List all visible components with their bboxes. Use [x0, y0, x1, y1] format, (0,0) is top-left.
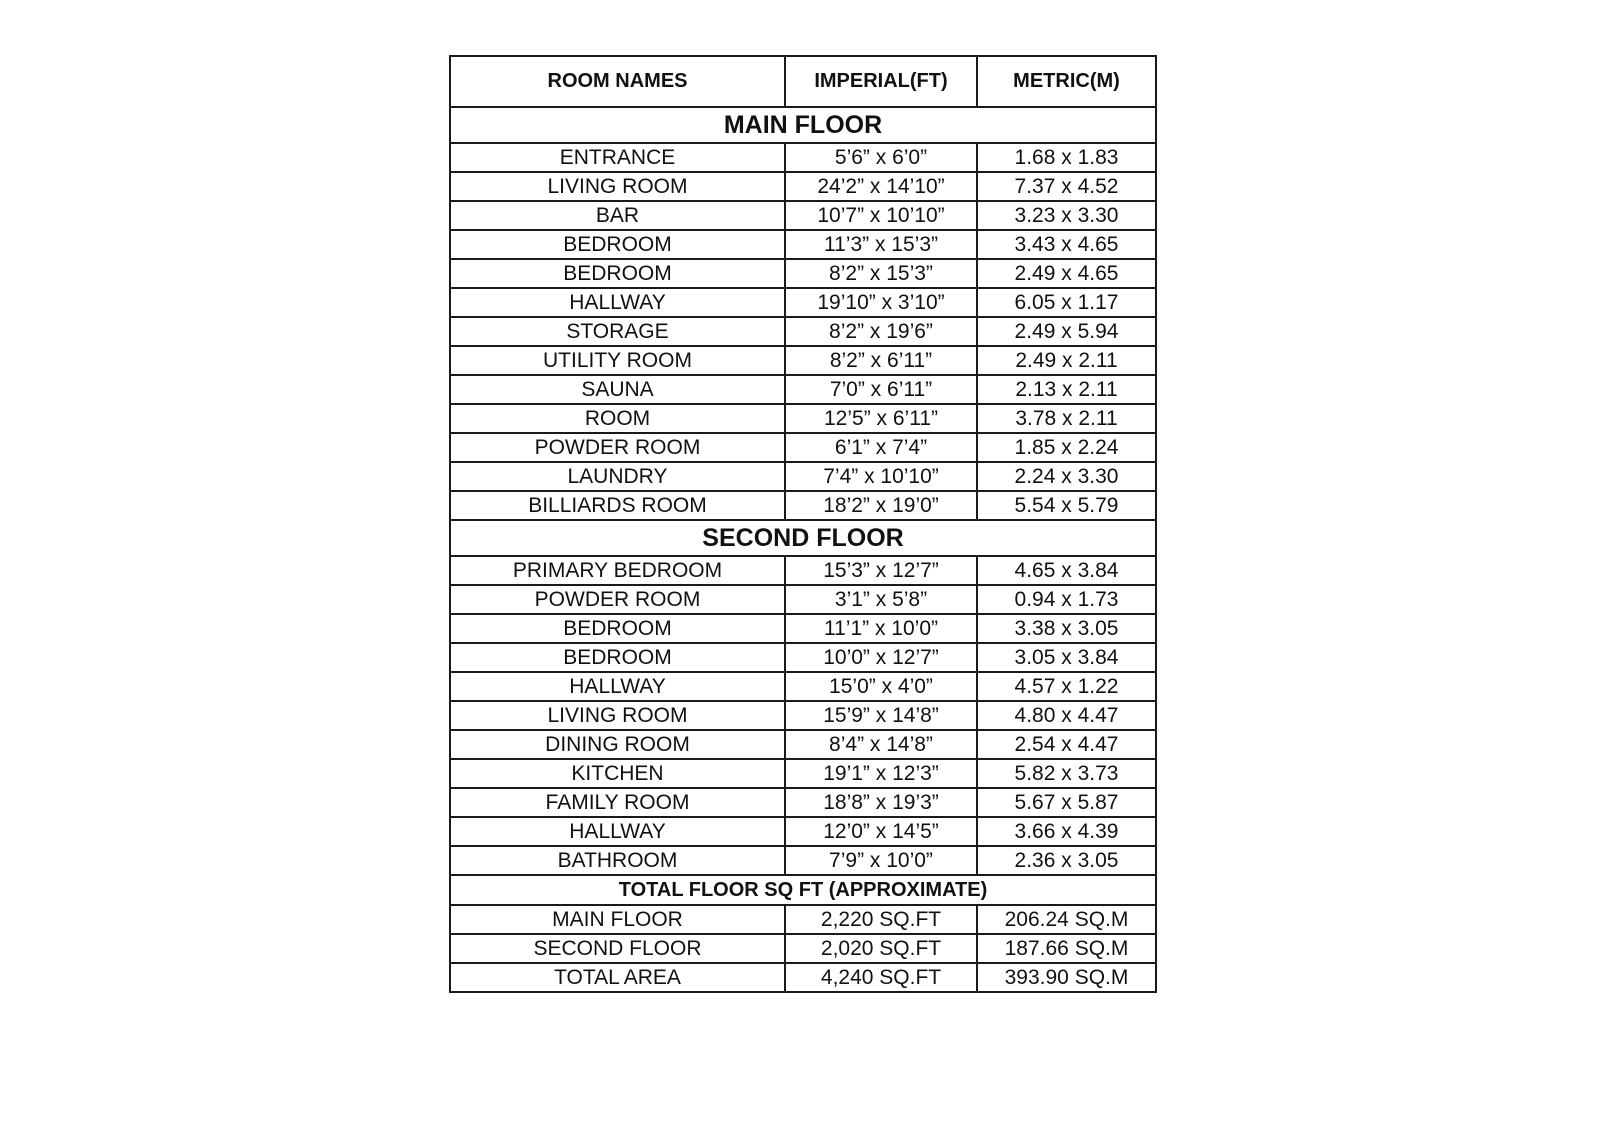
second-floor-room-row [450, 846, 1156, 875]
imperial-size-cell: 19’1” x 12’3” [785, 759, 977, 788]
totals-row [450, 905, 1156, 934]
room-name-cell: SECOND FLOOR [450, 934, 785, 963]
table-body [450, 107, 1156, 992]
room-name-cell: MAIN FLOOR [450, 905, 785, 934]
imperial-size-cell: 7’4” x 10’10” [785, 462, 977, 491]
imperial-size-cell: 18’8” x 19’3” [785, 788, 977, 817]
room-name-cell: LAUNDRY [450, 462, 785, 491]
second-floor-room-row [450, 672, 1156, 701]
second-floor-heading-row [450, 520, 1156, 556]
metric-size-cell: 1.85 x 2.24 [977, 433, 1156, 462]
imperial-size-cell: 5’6” x 6’0” [785, 143, 977, 172]
metric-size-cell: 6.05 x 1.17 [977, 288, 1156, 317]
metric-size-cell: 206.24 SQ.M [977, 905, 1156, 934]
second-floor-room-row [450, 556, 1156, 585]
imperial-size-cell: 4,240 SQ.FT [785, 963, 977, 992]
room-name-cell: HALLWAY [450, 672, 785, 701]
metric-size-cell: 393.90 SQ.M [977, 963, 1156, 992]
main-floor-room-row [450, 346, 1156, 375]
header-metric: METRIC(M) [977, 56, 1156, 107]
metric-size-cell: 2.13 x 2.11 [977, 375, 1156, 404]
metric-size-cell: 2.49 x 5.94 [977, 317, 1156, 346]
second-floor-room-row [450, 643, 1156, 672]
imperial-size-cell: 8’4” x 14’8” [785, 730, 977, 759]
room-name-cell: KITCHEN [450, 759, 785, 788]
room-name-cell: HALLWAY [450, 288, 785, 317]
imperial-size-cell: 19’10” x 3’10” [785, 288, 977, 317]
imperial-size-cell: 24’2” x 14’10” [785, 172, 977, 201]
metric-size-cell: 3.43 x 4.65 [977, 230, 1156, 259]
totals-row [450, 934, 1156, 963]
second-floor-room-row [450, 817, 1156, 846]
header-room-names: ROOM NAMES [450, 56, 785, 107]
metric-size-cell: 4.57 x 1.22 [977, 672, 1156, 701]
room-name-cell: BATHROOM [450, 846, 785, 875]
room-name-cell: FAMILY ROOM [450, 788, 785, 817]
second-floor-room-row [450, 585, 1156, 614]
second-floor-heading: SECOND FLOOR [450, 520, 1156, 556]
metric-size-cell: 3.66 x 4.39 [977, 817, 1156, 846]
imperial-size-cell: 8’2” x 15’3” [785, 259, 977, 288]
metric-size-cell: 5.54 x 5.79 [977, 491, 1156, 520]
room-dimensions-table [449, 55, 1157, 993]
metric-size-cell: 4.65 x 3.84 [977, 556, 1156, 585]
main-floor-room-row [450, 201, 1156, 230]
second-floor-room-row [450, 730, 1156, 759]
imperial-size-cell: 12’0” x 14’5” [785, 817, 977, 846]
imperial-size-cell: 6’1” x 7’4” [785, 433, 977, 462]
room-name-cell: DINING ROOM [450, 730, 785, 759]
totals-row [450, 963, 1156, 992]
imperial-size-cell: 10’0” x 12’7” [785, 643, 977, 672]
main-floor-room-row [450, 375, 1156, 404]
imperial-size-cell: 7’9” x 10’0” [785, 846, 977, 875]
room-name-cell: BEDROOM [450, 259, 785, 288]
totals-heading-row [450, 875, 1156, 905]
room-name-cell: BEDROOM [450, 614, 785, 643]
main-floor-room-row [450, 230, 1156, 259]
main-floor-room-row [450, 317, 1156, 346]
second-floor-room-row [450, 614, 1156, 643]
imperial-size-cell: 2,020 SQ.FT [785, 934, 977, 963]
imperial-size-cell: 7’0” x 6’11” [785, 375, 977, 404]
main-floor-room-row [450, 172, 1156, 201]
totals-heading: TOTAL FLOOR SQ FT (APPROXIMATE) [450, 875, 1156, 905]
main-floor-room-row [450, 143, 1156, 172]
imperial-size-cell: 10’7” x 10’10” [785, 201, 977, 230]
room-name-cell: ENTRANCE [450, 143, 785, 172]
imperial-size-cell: 8’2” x 19’6” [785, 317, 977, 346]
second-floor-room-row [450, 759, 1156, 788]
imperial-size-cell: 11’3” x 15’3” [785, 230, 977, 259]
room-name-cell: LIVING ROOM [450, 701, 785, 730]
room-name-cell: PRIMARY BEDROOM [450, 556, 785, 585]
main-floor-room-row [450, 288, 1156, 317]
room-name-cell: HALLWAY [450, 817, 785, 846]
room-name-cell: UTILITY ROOM [450, 346, 785, 375]
metric-size-cell: 2.49 x 4.65 [977, 259, 1156, 288]
metric-size-cell: 4.80 x 4.47 [977, 701, 1156, 730]
room-name-cell: POWDER ROOM [450, 585, 785, 614]
room-name-cell: LIVING ROOM [450, 172, 785, 201]
metric-size-cell: 187.66 SQ.M [977, 934, 1156, 963]
metric-size-cell: 3.38 x 3.05 [977, 614, 1156, 643]
main-floor-room-row [450, 462, 1156, 491]
room-name-cell: BEDROOM [450, 643, 785, 672]
main-floor-room-row [450, 259, 1156, 288]
room-name-cell: POWDER ROOM [450, 433, 785, 462]
metric-size-cell: 7.37 x 4.52 [977, 172, 1156, 201]
room-name-cell: TOTAL AREA [450, 963, 785, 992]
room-name-cell: SAUNA [450, 375, 785, 404]
imperial-size-cell: 15’3” x 12’7” [785, 556, 977, 585]
second-floor-room-row [450, 788, 1156, 817]
room-name-cell: BEDROOM [450, 230, 785, 259]
imperial-size-cell: 8’2” x 6’11” [785, 346, 977, 375]
table-header-row [450, 56, 1156, 107]
main-floor-heading: MAIN FLOOR [450, 107, 1156, 143]
room-name-cell: BILLIARDS ROOM [450, 491, 785, 520]
main-floor-room-row [450, 433, 1156, 462]
imperial-size-cell: 2,220 SQ.FT [785, 905, 977, 934]
metric-size-cell: 5.82 x 3.73 [977, 759, 1156, 788]
imperial-size-cell: 18’2” x 19’0” [785, 491, 977, 520]
metric-size-cell: 3.05 x 3.84 [977, 643, 1156, 672]
imperial-size-cell: 15’0” x 4’0” [785, 672, 977, 701]
main-floor-room-row [450, 404, 1156, 433]
room-name-cell: ROOM [450, 404, 785, 433]
metric-size-cell: 5.67 x 5.87 [977, 788, 1156, 817]
header-imperial: IMPERIAL(FT) [785, 56, 977, 107]
metric-size-cell: 1.68 x 1.83 [977, 143, 1156, 172]
room-name-cell: BAR [450, 201, 785, 230]
metric-size-cell: 2.36 x 3.05 [977, 846, 1156, 875]
metric-size-cell: 2.24 x 3.30 [977, 462, 1156, 491]
second-floor-room-row [450, 701, 1156, 730]
imperial-size-cell: 12’5” x 6’11” [785, 404, 977, 433]
metric-size-cell: 0.94 x 1.73 [977, 585, 1156, 614]
metric-size-cell: 2.54 x 4.47 [977, 730, 1156, 759]
imperial-size-cell: 11’1” x 10’0” [785, 614, 977, 643]
metric-size-cell: 3.23 x 3.30 [977, 201, 1156, 230]
room-name-cell: STORAGE [450, 317, 785, 346]
main-floor-heading-row [450, 107, 1156, 143]
imperial-size-cell: 15’9” x 14’8” [785, 701, 977, 730]
imperial-size-cell: 3’1” x 5’8” [785, 585, 977, 614]
metric-size-cell: 2.49 x 2.11 [977, 346, 1156, 375]
main-floor-room-row [450, 491, 1156, 520]
metric-size-cell: 3.78 x 2.11 [977, 404, 1156, 433]
